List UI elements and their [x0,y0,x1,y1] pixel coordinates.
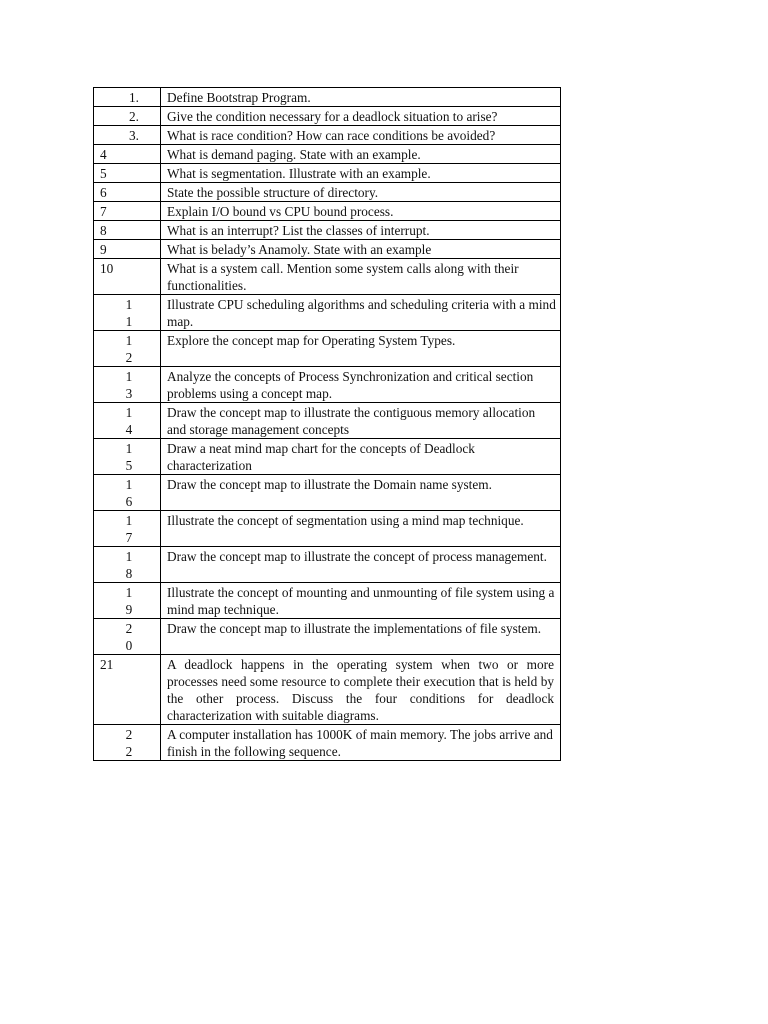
question-number [94,511,161,547]
question-number-digit: 1 [125,333,133,348]
question-number-digit: 1 [125,477,133,492]
question-number: 5 [94,164,161,183]
question-text: What is segmentation. Illustrate with an example. [161,164,561,183]
question-number-digit: 2 [125,621,133,636]
question-row [94,295,561,331]
question-text: Draw the concept map to illustrate the implementations of file system. [161,619,561,655]
question-number [94,367,161,403]
question-number: 7 [94,202,161,221]
question-number [94,295,161,331]
question-row [94,331,561,367]
question-text: What is a system call. Mention some system calls along with their functionalities. [161,259,561,295]
question-row [94,145,561,164]
question-number-digit: 8 [125,566,133,581]
question-number [94,619,161,655]
question-number-digit: 0 [125,638,133,653]
question-number-digit: 1 [125,314,133,329]
question-text: Explore the concept map for Operating System Types. [161,331,561,367]
question-table [93,87,561,761]
question-text: Explain I/O bound vs CPU bound process. [161,202,561,221]
question-number: 2. [94,107,161,126]
question-number-digit: 2 [125,744,133,759]
question-number-digit: 1 [125,549,133,564]
question-text: Define Bootstrap Program. [161,88,561,107]
question-text: Draw the concept map to illustrate the Domain name system. [161,475,561,511]
question-number-digit: 2 [125,727,133,742]
question-row [94,259,561,295]
question-text: Draw a neat mind map chart for the concepts of Deadlock characterization [161,439,561,475]
question-number-digit: 1 [125,297,133,312]
question-number-digit: 1 [125,405,133,420]
question-number [94,439,161,475]
question-row [94,221,561,240]
question-number: 10 [94,259,161,295]
question-text: A computer installation has 1000K of main memory. The jobs arrive and finish in the following sequence. [161,725,561,761]
question-text: What is race condition? How can race conditions be avoided? [161,126,561,145]
question-row [94,126,561,145]
question-number: 4 [94,145,161,164]
question-number [94,725,161,761]
question-number-digit: 7 [125,530,133,545]
question-number-digit: 1 [125,585,133,600]
question-row [94,240,561,259]
question-row [94,725,561,761]
question-text: Analyze the concepts of Process Synchronization and critical section problems using a concept map. [161,367,561,403]
question-row [94,88,561,107]
question-row [94,619,561,655]
question-text: Illustrate CPU scheduling algorithms and scheduling criteria with a mind map. [161,295,561,331]
question-number [94,403,161,439]
question-number-digit: 6 [125,494,133,509]
question-number-digit: 1 [125,513,133,528]
question-number-digit: 9 [125,602,133,617]
question-text: State the possible structure of directory. [161,183,561,202]
question-number: 1. [94,88,161,107]
question-number: 3. [94,126,161,145]
question-number [94,547,161,583]
question-row [94,655,561,725]
question-text: What is demand paging. State with an example. [161,145,561,164]
question-row [94,403,561,439]
question-row [94,107,561,126]
question-number: 6 [94,183,161,202]
question-text: Illustrate the concept of mounting and unmounting of file system using a mind map technique. [161,583,561,619]
question-text: Illustrate the concept of segmentation using a mind map technique. [161,511,561,547]
question-number-digit: 5 [125,458,133,473]
question-number-digit: 2 [125,350,133,365]
question-number-digit: 1 [125,369,133,384]
question-row [94,202,561,221]
question-number: 9 [94,240,161,259]
question-row [94,439,561,475]
question-table-body [94,88,561,761]
question-row [94,183,561,202]
question-row [94,164,561,183]
question-text: A deadlock happens in the operating system when two or more processes need some resource to complete their execution that is held by the other process. Discuss the four conditions for deadlock characterization with suitable diagrams. [161,655,561,725]
question-number [94,583,161,619]
question-number-digit: 4 [125,422,133,437]
question-text: What is an interrupt? List the classes of interrupt. [161,221,561,240]
question-number-digit: 3 [125,386,133,401]
question-number: 21 [94,655,161,725]
question-number [94,475,161,511]
question-row [94,475,561,511]
question-text: Draw the concept map to illustrate the contiguous memory allocation and storage management concepts [161,403,561,439]
question-text: Give the condition necessary for a deadlock situation to arise? [161,107,561,126]
question-text: Draw the concept map to illustrate the concept of process management. [161,547,561,583]
question-row [94,583,561,619]
question-row [94,547,561,583]
question-number-digit: 1 [125,441,133,456]
question-row [94,511,561,547]
question-number: 8 [94,221,161,240]
question-number [94,331,161,367]
question-row [94,367,561,403]
question-text: What is belady’s Anamoly. State with an example [161,240,561,259]
